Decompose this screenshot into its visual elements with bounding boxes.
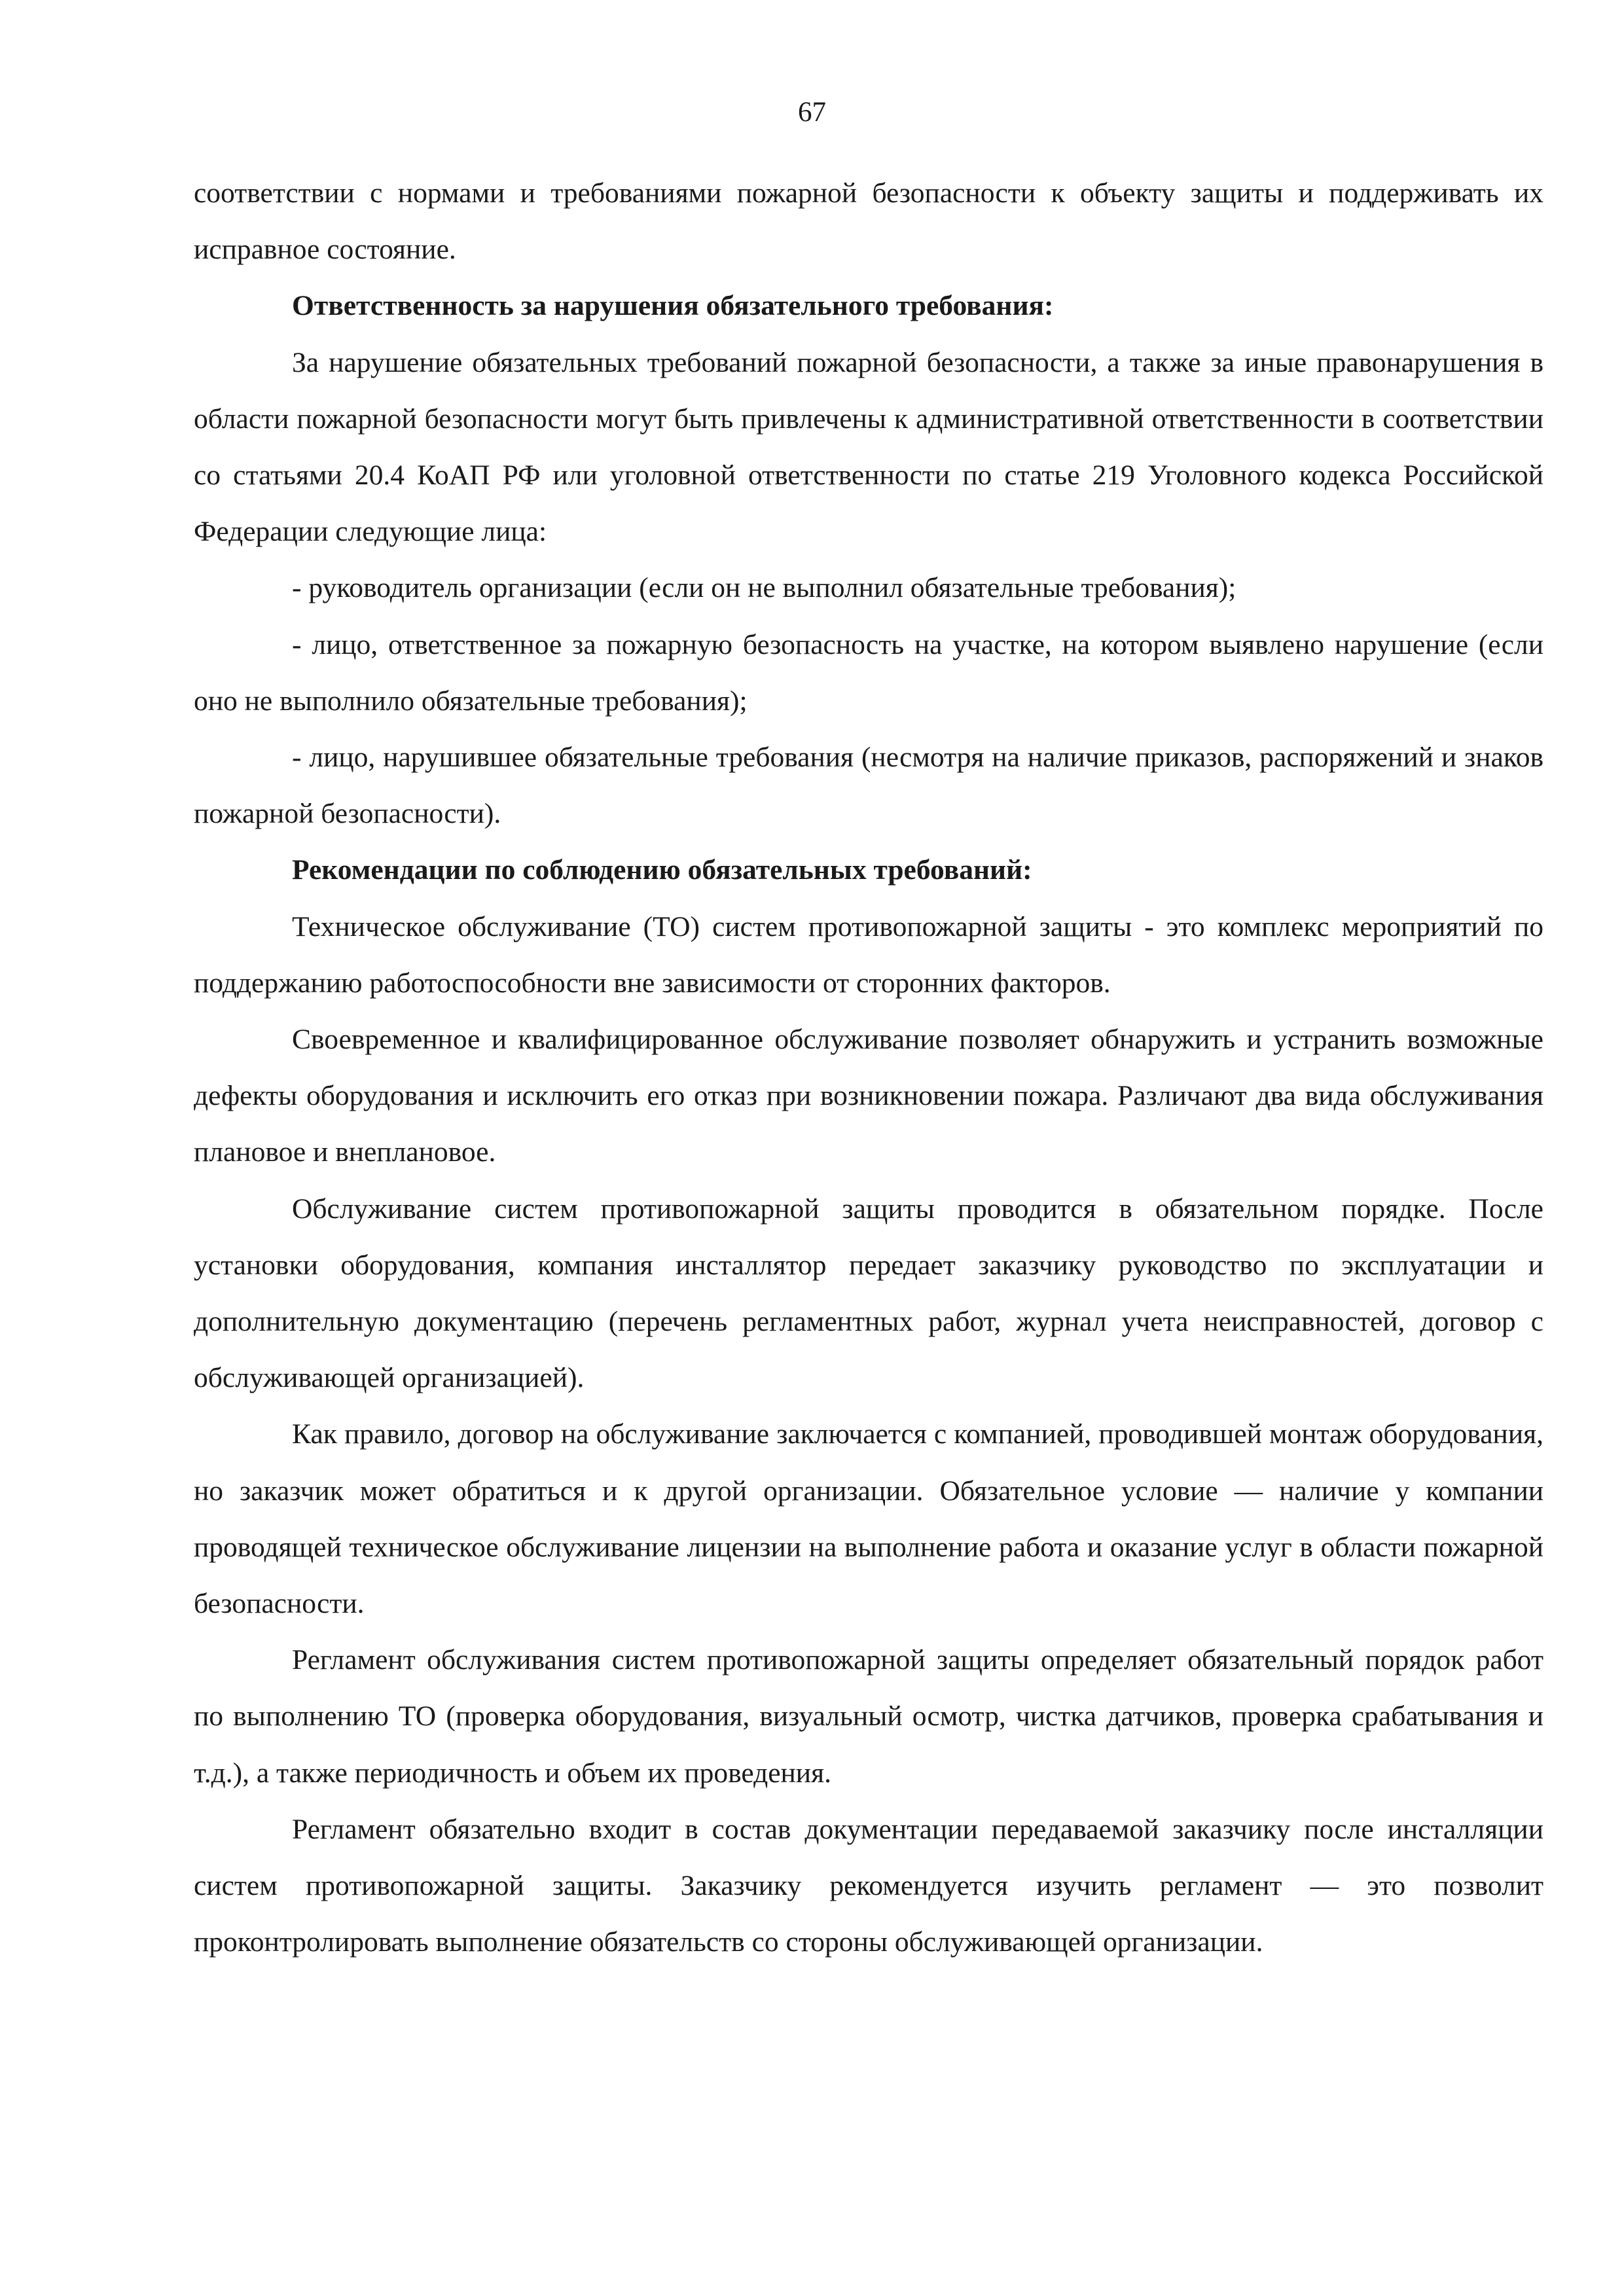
page-number: 67 [798,97,826,128]
list-item-manager: - руководитель организации (если он не выполнил обязательные требования); [292,572,1236,604]
heading-recommendations: Рекомендации по соблюдению обязательных требований: [292,854,1032,886]
paragraph-mandatory-service: Обслуживание систем противопожарной защиты проводится в обязательном порядке. После установки оборудования, компания инсталлятор передает заказчику руководство по эксплуатации и дополнительную документацию (перечень регламентных работ, журнал учета неисправностей, договор с обслуживающей организацией). [194,1193,1543,1394]
paragraph-violations: За нарушение обязательных требований пожарной безопасности, а также за иные правонарушения в области пожарной безопасности могут быть привлечены к административной ответственности в соответствии со статьями 20.4 КоАП РФ или уголовной ответственности по статье 219 Уголовного кодекса Российской Федерации следующие лица: [194,346,1543,548]
paragraph-continuation: соответствии с нормами и требованиями пожарной безопасности к объекту защиты и поддерживать их исправное состояние. [194,177,1543,266]
heading-responsibility: Ответственность за нарушения обязательного требования: [292,290,1054,322]
list-item-responsible-person: - лицо, ответственное за пожарную безопасность на участке, на котором выявлено нарушение (если оно не выполнило обязательные требования); [194,628,1543,717]
paragraph-regulation-docs: Регламент обязательно входит в состав документации передаваемой заказчику после инсталляции систем противопожарной защиты. Заказчику рекомендуется изучить регламент — это позволит проконтролировать выполнение обязательств со стороны обслуживающей организации. [194,1813,1543,1958]
paragraph-timely-service: Своевременное и квалифицированное обслуживание позволяет обнаружить и устранить возможные дефекты оборудования и исключить его отказ при возникновении пожара. Различают два вида обслуживания плановое и внеплановое. [194,1024,1543,1168]
list-item-violator: - лицо, нарушившее обязательные требования (несмотря на наличие приказов, распоряжений и знаков пожарной безопасности). [194,742,1543,830]
paragraph-maintenance: Техническое обслуживание (ТО) систем противопожарной защиты - это комплекс мероприятий по поддержанию работоспособности вне зависимости от сторонних факторов. [194,910,1543,999]
paragraph-regulation: Регламент обслуживания систем противопожарной защиты определяет обязательный порядок работ по выполнению ТО (проверка оборудования, визуальный осмотр, чистка датчиков, проверка срабатывания и т.д.), а также периодичность и объем их проведения. [194,1644,1543,1789]
page-body [194,165,1543,1971]
paragraph-contract: Как правило, договор на обслуживание заключается с компанией, проводившей монтаж оборудования, но заказчик может обратиться и к другой организации. Обязательное условие — наличие у компании проводящей техническое обслуживание лицензии на выполнение работа и оказание услуг в области пожарной безопасности. [194,1418,1543,1620]
